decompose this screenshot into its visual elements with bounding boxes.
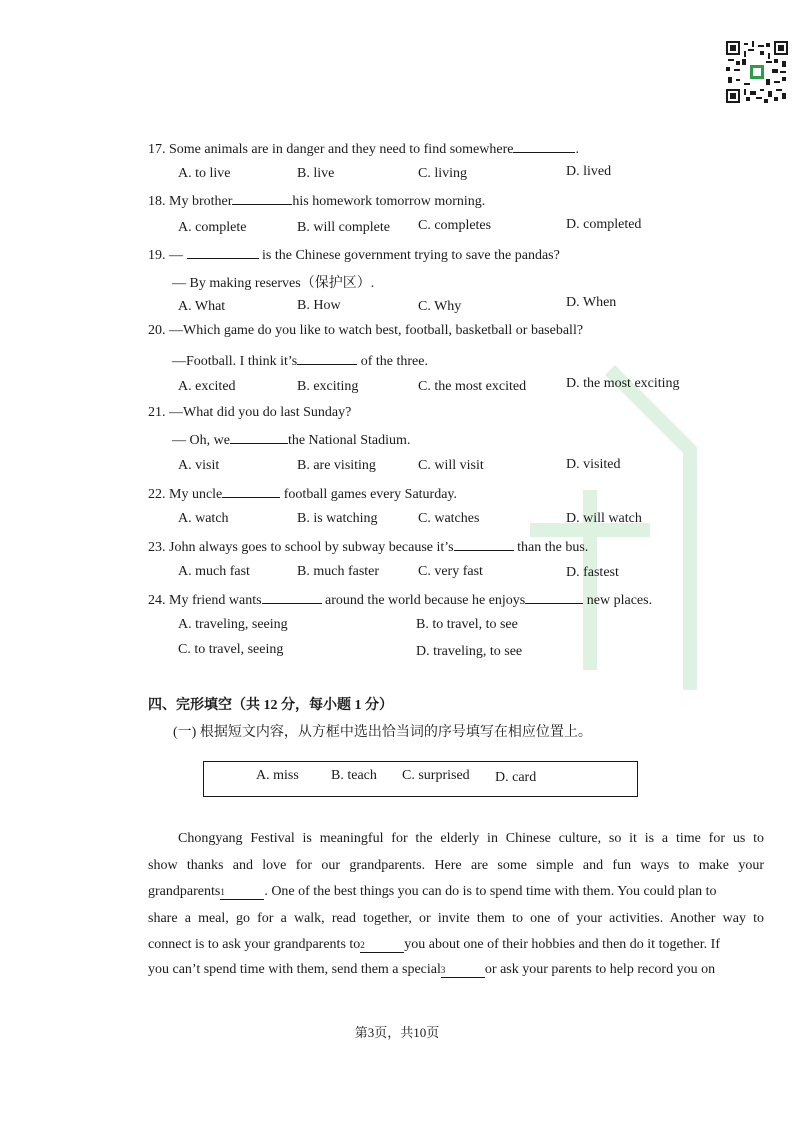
question-19: 19. — is the Chinese government trying to save the pandas? xyxy=(148,248,560,263)
passage-line: show thanks and love for our grandparents. Here are some simple and fun ways to make your xyxy=(148,858,764,873)
question-18: 18. My brother his homework tomorrow morning. xyxy=(148,194,486,209)
question-text: 17. Some animals are in danger and they need to find somewhere xyxy=(148,142,514,157)
qr-code xyxy=(726,41,788,103)
option-d[interactable]: D. visited xyxy=(566,457,621,472)
option-c[interactable]: C. completes xyxy=(418,218,492,233)
cloze-blank-2[interactable]: 2 xyxy=(360,940,404,953)
option-d[interactable]: D. traveling, to see xyxy=(416,644,523,659)
option-a[interactable]: A. traveling, seeing xyxy=(178,617,288,632)
option-d[interactable]: D. the most exciting xyxy=(566,376,680,391)
option-c[interactable]: C. living xyxy=(418,166,468,181)
option-b[interactable]: B. is watching xyxy=(297,511,378,526)
option-b[interactable]: B. are visiting xyxy=(297,458,376,473)
word-option-b: B. teach xyxy=(331,768,377,783)
option-a[interactable]: A. What xyxy=(178,299,226,314)
answer-blank[interactable] xyxy=(230,431,288,444)
option-c[interactable]: C. watches xyxy=(418,511,480,526)
option-a[interactable]: A. excited xyxy=(178,379,236,394)
passage-line: grandparents1 . One of the best things you can do is to spend time with them. You could plan to xyxy=(148,884,717,899)
option-a[interactable]: A. watch xyxy=(178,511,229,526)
option-c[interactable]: C. will visit xyxy=(418,458,484,473)
option-c[interactable]: C. very fast xyxy=(418,564,483,579)
option-d[interactable]: D. lived xyxy=(566,164,612,179)
option-b[interactable]: B. much faster xyxy=(297,564,380,579)
option-c[interactable]: C. the most excited xyxy=(418,379,527,394)
cloze-blank-3[interactable]: 3 xyxy=(441,965,485,978)
question-23: 23. John always goes to school by subway because it’s than the bus. xyxy=(148,540,589,555)
question-22: 22. My uncle football games every Saturday. xyxy=(148,487,458,502)
option-b[interactable]: B. exciting xyxy=(297,379,359,394)
option-d[interactable]: D. will watch xyxy=(566,511,642,526)
option-a[interactable]: A. visit xyxy=(178,458,220,473)
option-b[interactable]: B. How xyxy=(297,298,341,313)
option-b[interactable]: B. will complete xyxy=(297,220,390,235)
section-instruction: (一) 根据短文内容，从方框中选出恰当词的序号填写在相应位置上。 xyxy=(173,725,592,740)
word-option-a: A. miss xyxy=(256,768,299,783)
option-a[interactable]: A. to live xyxy=(178,166,231,181)
question-20: 20. —Which game do you like to watch best, football, basketball or baseball? xyxy=(148,323,584,338)
option-b[interactable]: B. live xyxy=(297,166,335,181)
option-b[interactable]: B. to travel, to see xyxy=(416,617,518,632)
word-option-c: C. surprised xyxy=(402,768,470,783)
answer-blank[interactable] xyxy=(187,246,259,259)
cloze-blank-1[interactable]: 1 xyxy=(220,887,264,900)
page-number: 第3页，共10页 xyxy=(354,1025,440,1040)
question-21-reply: — Oh, we the National Stadium. xyxy=(172,433,411,448)
question-20-reply: —Football. I think it’s of the three. xyxy=(172,354,428,369)
passage-line: connect is to ask your grandparents to2 you about one of their hobbies and then do it together. If xyxy=(148,937,720,952)
section-title: 四、完形填空（共 12 分，每小题 1 分） xyxy=(148,698,393,713)
answer-blank[interactable] xyxy=(222,485,280,498)
answer-blank[interactable] xyxy=(232,192,292,205)
question-21: 21. —What did you do last Sunday? xyxy=(148,405,352,420)
word-option-d: D. card xyxy=(495,770,537,785)
option-a[interactable]: A. complete xyxy=(178,220,247,235)
question-24: 24. My friend wants around the world because he enjoys new places. xyxy=(148,593,653,608)
answer-blank[interactable] xyxy=(297,352,357,365)
answer-blank[interactable] xyxy=(513,140,575,153)
option-a[interactable]: A. much fast xyxy=(178,564,250,579)
answer-blank[interactable] xyxy=(454,538,514,551)
option-c[interactable]: C. to travel, seeing xyxy=(178,642,284,657)
option-d[interactable]: D. When xyxy=(566,295,617,310)
question-19-reply: — By making reserves（保护区）. xyxy=(172,276,375,291)
option-d[interactable]: D. fastest xyxy=(566,565,619,580)
answer-blank[interactable] xyxy=(262,591,322,604)
question-17: 17. Some animals are in danger and they need to find somewhere . xyxy=(148,142,579,157)
option-c[interactable]: C. Why xyxy=(418,299,462,314)
option-d[interactable]: D. completed xyxy=(566,217,642,232)
passage-line: Chongyang Festival is meaningful for the elderly in Chinese culture, so it is a time for us to xyxy=(178,831,764,846)
answer-blank[interactable] xyxy=(525,591,583,604)
passage-line: share a meal, go for a walk, read together, or invite them to one of your activities. Another way to xyxy=(148,911,764,926)
passage-line: you can’t spend time with them, send them a special3 or ask your parents to help record you on xyxy=(148,962,716,977)
